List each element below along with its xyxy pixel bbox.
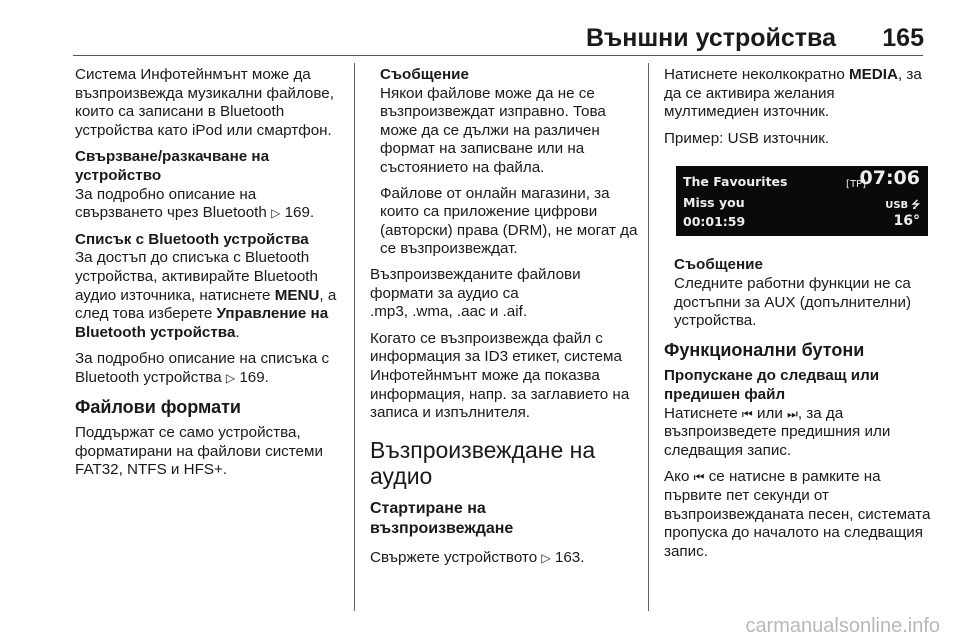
radio-display-image: [676, 166, 928, 236]
note-box-aux: [664, 256, 932, 330]
watermark: carmanualsonline.info: [745, 615, 940, 637]
restart-paragraph: Ако ⏮ се натисне в рамките на първите пет секунди от възпроизвежданата песен, системата пропуска до началото на следващия запис.: [664, 468, 931, 560]
note-title: Съобщение: [380, 66, 469, 83]
reference-arrow-icon: ▷: [271, 206, 281, 221]
column-1: [75, 66, 347, 488]
note-paragraph-1: Някои файлове може да не се възпроизвеждат изправно. Това може да се дължи на различен формат на записване или на състоянието на файла.: [380, 84, 606, 176]
note-paragraph-aux: Следните работни функции не са достъпни за AUX (допълнителни) устройства.: [674, 274, 912, 330]
heading-start-playback: Стартиране на възпроизвеждане: [370, 499, 514, 537]
column-3: [664, 66, 932, 569]
reference-arrow-icon: ▷: [541, 550, 551, 565]
heading-skip-file: Пропускане до следващ или предишен файл: [664, 367, 880, 403]
page-header-title: Външни устройства: [585, 24, 836, 52]
media-key-label: MEDIA: [849, 66, 898, 83]
note-paragraph-2: Файлове от онлайн магазини, за които са приложение цифрови (авторски) права (DRM), не могат да се възпроизвеждат.: [380, 184, 638, 258]
note-title-aux: Съобщение: [674, 256, 763, 274]
display-artist: Miss you: [683, 195, 745, 211]
audio-formats-paragraph: Възпроизвежданите файлови формати за аудио са .mp3, .wma, .aac и .aif.: [370, 265, 581, 321]
display-temperature: 16°: [893, 213, 920, 230]
skip-previous-icon: ⏮: [693, 470, 705, 485]
example-paragraph: Пример: USB източник.: [664, 129, 830, 147]
display-clock: 07:06: [859, 167, 920, 190]
skip-previous-icon: ⏮: [741, 406, 753, 421]
heading-function-buttons: Функционални бутони: [664, 339, 865, 360]
skip-paragraph: Натиснете ⏮ или ⏭, за да възпроизведете предишния или следващия запис.: [664, 404, 891, 459]
device-list-paragraph: За достъп до списъка с Bluetooth устройства, активирайте Bluetooth аудио източника, натиснете MENU, а след това изберете Управление на Bluetooth устройства.: [75, 249, 337, 341]
column-2: [370, 66, 638, 575]
intro-paragraph: Система Инфотейнмънт може да възпроизвежда музикални файлове, които са записани в Bluetooth устройства като iPod или смартфон.: [75, 66, 334, 139]
note-box: [370, 66, 638, 259]
device-list-page-ref: 169.: [239, 368, 269, 386]
file-formats-paragraph: Поддържат се само устройства, форматирани на файлови системи FAT32, NTFS и HFS+.: [75, 424, 323, 479]
page-number: 165: [882, 24, 924, 52]
display-elapsed-time: 00:01:59: [683, 214, 746, 230]
heading-device-list: Списък с Bluetooth устройства: [75, 230, 309, 248]
heading-pairing: Свързване/разкачване на устройство: [75, 148, 270, 184]
skip-next-icon: ⏭: [787, 406, 798, 421]
heading-file-formats: Файлови формати: [75, 396, 241, 417]
header-rule: [73, 55, 923, 56]
manage-devices-label: Управление на Bluetooth устройства: [75, 305, 329, 341]
pairing-paragraph: За подробно описание на свързването чрез Bluetooth ▷ 169.: [75, 185, 315, 222]
reference-arrow-icon: ▷: [225, 370, 236, 385]
device-list-detail-paragraph: За подробно описание на списъка с Bluetooth устройства ▷ 169.: [75, 350, 330, 386]
column-divider-left: [354, 63, 355, 611]
connect-device-paragraph: Свържете устройството ▷ 163.: [370, 548, 585, 566]
connect-page-ref: 163.: [554, 548, 585, 566]
pairing-page-ref: 169.: [284, 204, 315, 222]
display-source: USB ⭍: [885, 200, 920, 212]
heading-audio-playback: Възпроизвеждане на аудио: [370, 436, 596, 489]
menu-key-label: MENU: [274, 286, 320, 304]
id3-paragraph: Когато се възпроизвежда файл с информация за ID3 етикет, система Инфотейнмънт може да показва информация, напр. за заглавието на записа и изпълнителя.: [370, 329, 630, 422]
column-divider-right: [648, 63, 649, 611]
display-tp-indicator: [TP]: [846, 179, 866, 191]
usb-icon: ⭍: [911, 200, 920, 212]
media-paragraph: Натиснете неколкократно MEDIA, за да се активира желания мултимедиен източник.: [664, 66, 922, 121]
display-track-title: The Favourites: [683, 174, 788, 190]
